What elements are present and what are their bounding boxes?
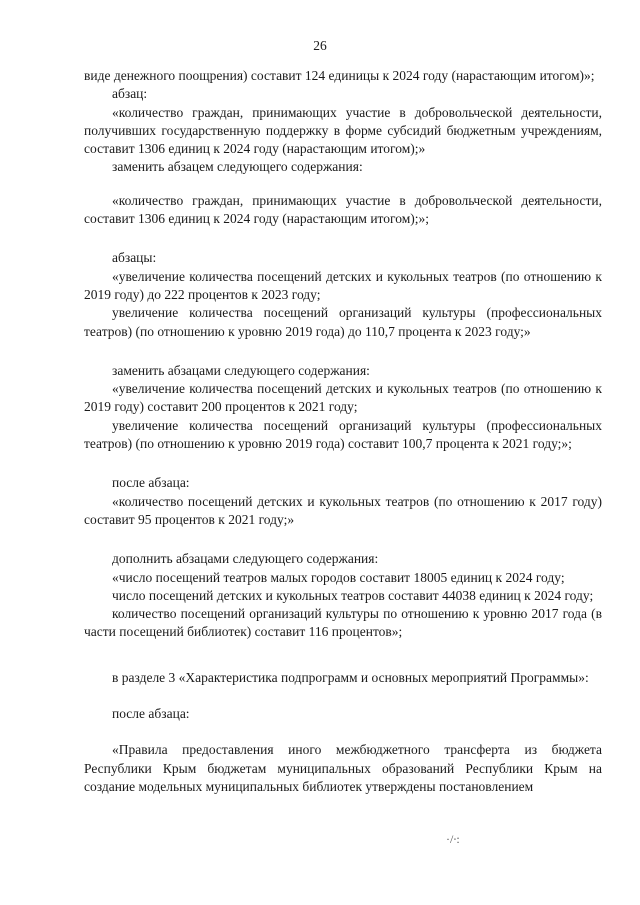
paragraph: увеличение количества посещений организаций культуры (профессиональных театров) (по отношению к уровню 2019 года) составит 100,7 процента к 2021 году;»; [84,417,602,452]
paragraph: в разделе 3 «Характеристика подпрограмм и основных мероприятий Программы»: [112,669,589,685]
paragraph: «количество посещений детских и кукольных театров (по отношению к 2017 году) составит 95 процентов к 2021 году;» [84,493,602,527]
page-number: 26 [313,38,327,53]
paragraph: заменить абзацем следующего содержания: [112,159,363,175]
handwritten-mark: ·/∙: [446,832,460,846]
paragraph: число посещений детских и кукольных театров составит 44038 единиц к 2024 году; [112,587,594,603]
paragraph: виде денежного поощрения) составит 124 единицы к 2024 году (нарастающим итогом)»; [84,68,595,83]
paragraph: после абзаца: [112,706,190,722]
paragraph: «количество граждан, принимающих участие в добровольческой деятельности, получивших государственную поддержку в форме субсидий бюджетным учреждениям, составит 1306 единиц к 2024 году (нарастающим итогом);» [84,104,602,157]
paragraph: абзац: [112,86,148,102]
paragraph: дополнить абзацами следующего содержания: [112,551,379,567]
paragraph: заменить абзацами следующего содержания: [112,362,370,378]
paragraph: «количество граждан, принимающих участие в добровольческой деятельности, составит 1306 единиц к 2024 году (нарастающим итогом);»; [84,192,602,227]
paragraph: «Правила предоставления иного межбюджетного трансферта из бюджета Республики Крым бюджетам муниципальных образований Республики Крым на создание модельных муниципальных библиотек утверждены постановлением [84,742,602,794]
paragraph: «увеличение количества посещений детских и кукольных театров (по отношению к 2019 году) составит 200 процентов к 2021 году; [84,381,602,415]
paragraph: «увеличение количества посещений детских и кукольных театров (по отношению к 2019 году) до 222 процентов к 2023 году; [84,268,602,302]
paragraph: увеличение количества посещений организаций культуры (профессиональных театров) (по отношению к уровню 2019 года) до 110,7 процента к 2023 году;» [84,305,602,339]
paragraph: «число посещений театров малых городов составит 18005 единиц к 2024 году; [112,569,565,585]
paragraph: после абзаца: [112,475,190,491]
paragraph: количество посещений организаций культуры по отношению к уровню 2017 года (в части посещений библиотек) составит 116 процентов»; [84,606,602,640]
document-body [84,67,602,796]
paragraph: абзацы: [112,250,157,266]
